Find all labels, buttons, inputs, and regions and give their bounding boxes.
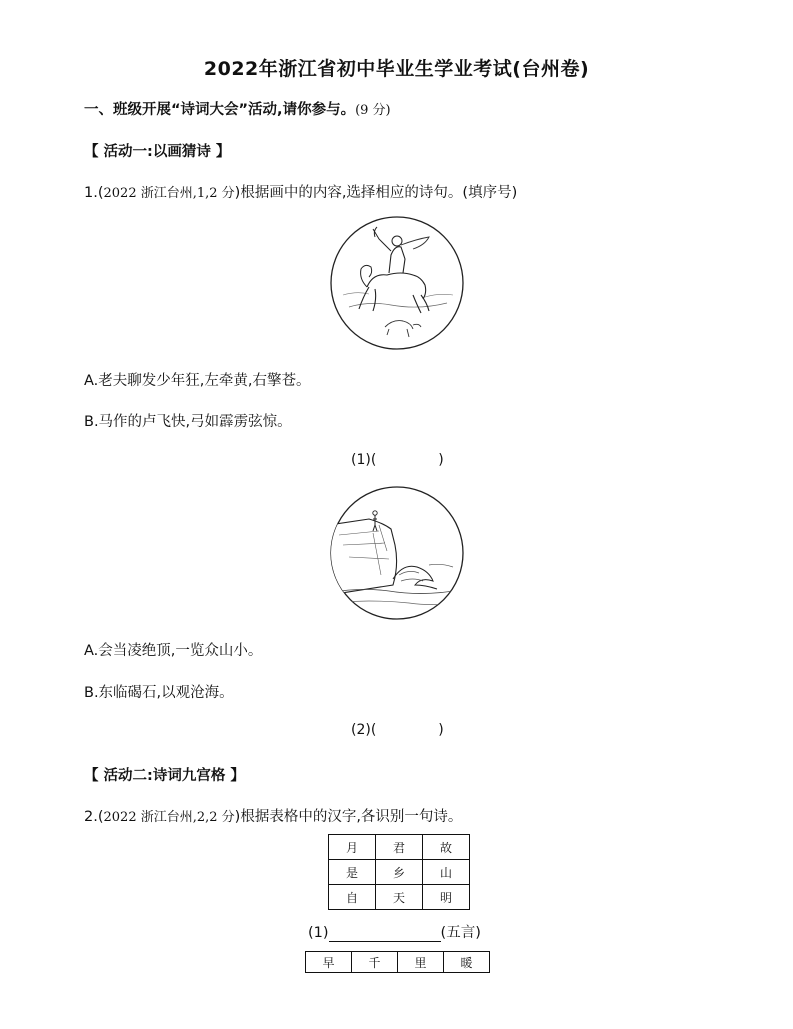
grid2-row xyxy=(306,952,490,973)
answer-line-1-suffix: (五言) xyxy=(440,925,481,941)
answer-blank-2-label: (2)( xyxy=(351,722,377,738)
poem-grid xyxy=(328,834,470,910)
section-heading-text: 一、班级开展“诗词大会”活动,请你参与。 xyxy=(84,102,356,118)
grid-cell: 山 xyxy=(423,860,470,885)
section-score: (9 分) xyxy=(355,103,391,118)
question-1-number: 1.( xyxy=(84,185,104,201)
grid-cell: 乡 xyxy=(376,860,423,885)
grid-row xyxy=(329,860,470,885)
answer-blank-1-close: ) xyxy=(438,452,444,468)
activity1-label: 【 活动一:以画猜诗 】 xyxy=(84,144,231,160)
cliff-sea-illustration xyxy=(329,485,465,621)
question-1-source: 2022 浙江台州,1,2 分 xyxy=(103,186,235,201)
question-1-text: )根据画中的内容,选择相应的诗句。(填序号) xyxy=(234,185,518,201)
grid-cell: 天 xyxy=(376,885,423,910)
answer-blank-2-close: ) xyxy=(438,722,444,738)
answer-blank-1[interactable] xyxy=(351,452,444,468)
option-1a: A.老夫聊发少年狂,左牵黄,右擎苍。 xyxy=(84,373,311,389)
poem-grid-2 xyxy=(305,951,490,973)
option-2b: B.东临碣石,以观沧海。 xyxy=(84,685,234,701)
grid2-cell: 早 xyxy=(306,952,352,973)
horseman-illustration xyxy=(329,215,465,351)
grid2-cell: 暖 xyxy=(444,952,490,973)
answer-blank-2[interactable] xyxy=(351,722,444,738)
answer-underline[interactable] xyxy=(329,927,441,942)
grid-row xyxy=(329,835,470,860)
grid-cell: 自 xyxy=(329,885,376,910)
question-2-number: 2.( xyxy=(84,809,104,825)
question-1 xyxy=(84,181,517,202)
question-2-text: )根据表格中的汉字,各识别一句诗。 xyxy=(234,809,463,825)
grid2-cell: 里 xyxy=(398,952,444,973)
option-1b: B.马作的卢飞快,弓如霹雳弦惊。 xyxy=(84,414,292,430)
question-2 xyxy=(84,805,462,826)
activity2-label: 【 活动二:诗词九宫格 】 xyxy=(84,768,245,784)
answer-line-1-label: (1) xyxy=(308,925,329,941)
answer-blank-1-label: (1)( xyxy=(351,452,377,468)
page-title: 2022年浙江省初中毕业生学业考试(台州卷) xyxy=(203,58,590,80)
answer-line-1[interactable] xyxy=(308,921,481,942)
grid2-cell: 千 xyxy=(352,952,398,973)
grid-cell: 君 xyxy=(376,835,423,860)
section-heading xyxy=(84,98,391,119)
grid-cell: 月 xyxy=(329,835,376,860)
grid-row xyxy=(329,885,470,910)
question-2-source: 2022 浙江台州,2,2 分 xyxy=(103,810,235,825)
option-2a: A.会当凌绝顶,一览众山小。 xyxy=(84,643,263,659)
grid-cell: 明 xyxy=(423,885,470,910)
grid-cell: 故 xyxy=(423,835,470,860)
grid-cell: 是 xyxy=(329,860,376,885)
